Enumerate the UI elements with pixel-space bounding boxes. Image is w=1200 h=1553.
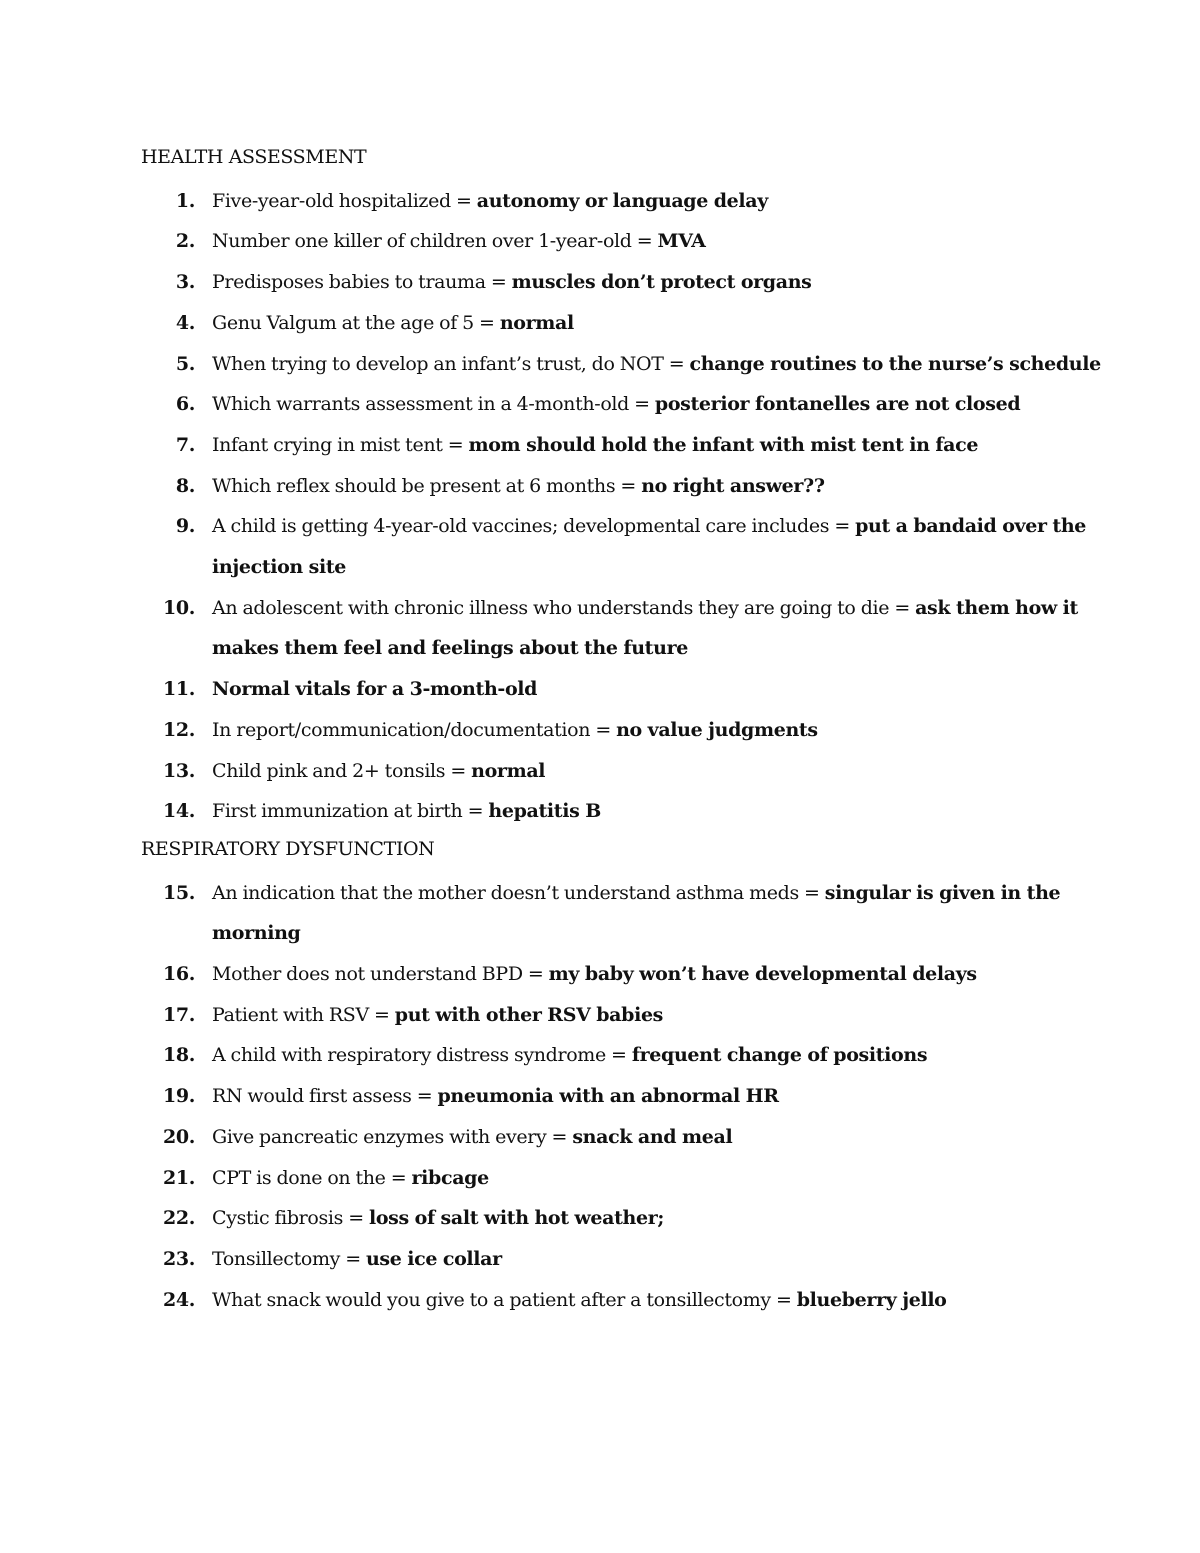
list-item (141, 669, 1101, 710)
item-question: Five-year-old hospitalized = (212, 189, 477, 212)
list-item (141, 791, 1101, 832)
item-number: 15. (162, 881, 195, 904)
item-number: 1. (175, 189, 195, 212)
list-item (141, 1198, 1101, 1239)
item-question: Child pink and 2+ tonsils = (212, 759, 472, 782)
list-item (141, 588, 1101, 669)
item-question: Genu Valgum at the age of 5 = (212, 311, 500, 334)
section-respiratory-dysfunction (141, 832, 1101, 1320)
question-list (141, 873, 1101, 1321)
item-answer: change routines to the nurse’s schedule (689, 352, 1101, 375)
item-question: Patient with RSV = (212, 1003, 395, 1026)
item-answer: autonomy or language delay (476, 189, 768, 212)
item-question: Tonsillectomy = (212, 1247, 366, 1270)
item-number: 23. (162, 1247, 195, 1270)
item-number: 7. (175, 433, 195, 456)
item-number: 18. (162, 1044, 195, 1067)
item-answer: normal (471, 759, 546, 782)
item-number: 2. (175, 230, 195, 253)
item-question: Predisposes babies to trauma = (212, 271, 512, 294)
list-item (141, 384, 1101, 425)
list-item (141, 954, 1101, 995)
item-answer: normal (499, 311, 574, 334)
list-item (141, 466, 1101, 507)
section-health-assessment (141, 140, 1101, 832)
list-item (141, 506, 1101, 587)
item-answer: snack and meal (572, 1125, 733, 1148)
item-number: 17. (162, 1003, 195, 1026)
item-question: When trying to develop an infant’s trust, do NOT = (212, 352, 690, 375)
question-list (141, 181, 1101, 832)
list-item (141, 1076, 1101, 1117)
item-answer: posterior fontanelles are not closed (654, 393, 1021, 416)
item-answer: loss of salt with hot weather; (368, 1207, 665, 1230)
list-item (141, 303, 1101, 344)
item-answer: use ice collar (365, 1247, 502, 1270)
item-number: 14. (162, 800, 195, 823)
item-number: 10. (162, 596, 195, 619)
item-question: Which warrants assessment in a 4-month-old = (212, 393, 655, 416)
list-item (141, 873, 1101, 954)
item-question: What snack would you give to a patient after a tonsillectomy = (212, 1288, 797, 1311)
study-guide (141, 140, 1101, 1320)
item-question: Mother does not understand BPD = (212, 963, 549, 986)
item-number: 19. (162, 1085, 195, 1108)
item-answer: put with other RSV babies (394, 1003, 664, 1026)
list-item (141, 262, 1101, 303)
item-answer: singular is given in the morning (212, 881, 1061, 945)
item-number: 13. (162, 759, 195, 782)
item-question: Infant crying in mist tent = (212, 433, 469, 456)
list-item (141, 1239, 1101, 1280)
item-answer: Normal vitals for a 3-month-old (212, 678, 538, 701)
item-answer: frequent change of positions (631, 1044, 928, 1067)
item-answer: hepatitis B (488, 800, 601, 823)
list-item (141, 710, 1101, 751)
item-answer: blueberry jello (796, 1288, 947, 1311)
item-question: CPT is done on the = (212, 1166, 412, 1189)
item-answer: mom should hold the infant with mist tent in face (468, 433, 979, 456)
item-number: 24. (162, 1288, 195, 1311)
section-heading: HEALTH ASSESSMENT (141, 146, 367, 168)
item-question: An adolescent with chronic illness who understands they are going to die = (212, 596, 916, 619)
item-number: 9. (175, 515, 195, 538)
item-question: First immunization at birth = (212, 800, 489, 823)
item-answer: put a bandaid over the injection site (212, 515, 1087, 579)
list-item (141, 181, 1101, 222)
item-question: RN would first assess = (212, 1085, 438, 1108)
list-item (141, 221, 1101, 262)
section-heading: RESPIRATORY DYSFUNCTION (141, 837, 435, 860)
list-item (141, 1035, 1101, 1076)
item-number: 3. (175, 271, 195, 294)
item-number: 11. (162, 678, 195, 701)
item-answer: ribcage (411, 1166, 489, 1189)
item-question: A child with respiratory distress syndrome = (212, 1044, 632, 1067)
item-answer: pneumonia with an abnormal HR (437, 1085, 779, 1108)
item-number: 5. (175, 352, 195, 375)
item-number: 4. (175, 311, 195, 334)
item-answer: my baby won’t have developmental delays (548, 963, 977, 986)
list-item (141, 995, 1101, 1036)
list-item (141, 751, 1101, 792)
list-item (141, 1280, 1101, 1321)
item-question: Cystic fibrosis = (212, 1207, 369, 1230)
list-item (141, 425, 1101, 466)
item-question: A child is getting 4-year-old vaccines; developmental care includes = (212, 515, 856, 538)
item-number: 16. (162, 963, 195, 986)
item-number: 22. (162, 1207, 195, 1230)
item-number: 6. (175, 393, 195, 416)
list-item (141, 344, 1101, 385)
item-question: Give pancreatic enzymes with every = (212, 1125, 573, 1148)
item-number: 20. (162, 1125, 195, 1148)
item-answer: MVA (657, 230, 706, 253)
item-question: Which reflex should be present at 6 months = (212, 474, 642, 497)
item-number: 8. (175, 474, 195, 497)
item-answer: ask them how it makes them feel and feelings about the future (212, 596, 1078, 660)
item-question: In report/communication/documentation = (212, 718, 617, 741)
item-number: 21. (162, 1166, 195, 1189)
list-item (141, 1117, 1101, 1158)
item-number: 12. (162, 718, 195, 741)
item-question: An indication that the mother doesn’t understand asthma meds = (212, 881, 825, 904)
item-answer: no right answer?? (641, 474, 825, 497)
item-answer: no value judgments (616, 718, 818, 741)
item-answer: muscles don’t protect organs (511, 271, 812, 294)
item-question: Number one killer of children over 1-year-old = (212, 230, 658, 253)
list-item (141, 1158, 1101, 1199)
